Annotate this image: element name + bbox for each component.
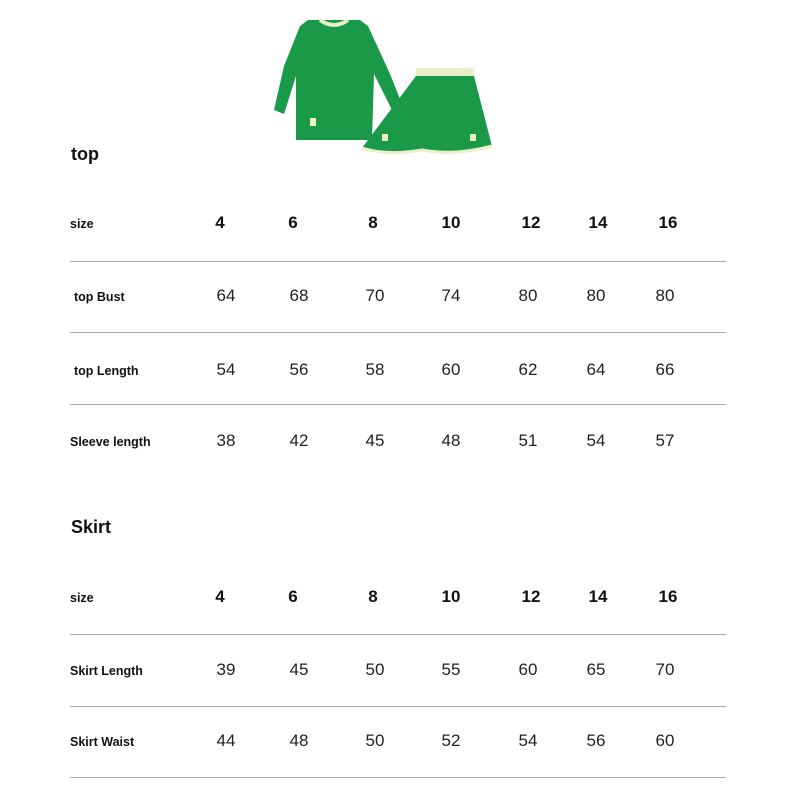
size-cell: 6: [288, 587, 298, 606]
size-cell: 4: [215, 587, 225, 606]
value-cell: 50: [365, 660, 385, 679]
size-cell: 4: [215, 213, 225, 232]
size-cell: 16: [658, 587, 678, 606]
row-label: top Length: [74, 364, 139, 378]
value-cell: 68: [289, 286, 309, 305]
table-row: [70, 428, 726, 458]
size-cell: 8: [368, 587, 378, 606]
value-cell: 48: [289, 731, 309, 750]
row-label: top Bust: [74, 290, 125, 304]
value-cell: 80: [655, 286, 675, 305]
value-cell: 58: [365, 360, 385, 379]
size-label: size: [70, 217, 94, 231]
value-cell: 60: [655, 731, 675, 750]
value-cell: 62: [518, 360, 538, 379]
divider: [70, 404, 726, 405]
size-cell: 8: [368, 213, 378, 232]
divider: [70, 777, 726, 778]
value-cell: 65: [586, 660, 606, 679]
table-row: [70, 357, 726, 387]
divider: [70, 634, 726, 635]
value-cell: 56: [586, 731, 606, 750]
divider: [70, 332, 726, 333]
value-cell: 54: [216, 360, 236, 379]
top-size-header-row: [70, 210, 726, 240]
value-cell: 54: [518, 731, 538, 750]
value-cell: 60: [441, 360, 461, 379]
row-label: Skirt Length: [70, 664, 143, 678]
value-cell: 45: [289, 660, 309, 679]
value-cell: 74: [441, 286, 461, 305]
size-cell: 14: [588, 587, 608, 606]
table-row: [70, 728, 726, 758]
size-cell: 14: [588, 213, 608, 232]
value-cell: 45: [365, 431, 385, 450]
size-cell: 12: [521, 587, 541, 606]
top-section-title: top: [71, 144, 99, 164]
value-cell: 57: [655, 431, 675, 450]
divider: [70, 706, 726, 707]
value-cell: 44: [216, 731, 236, 750]
value-cell: 50: [365, 731, 385, 750]
size-cell: 6: [288, 213, 298, 232]
table-row: [70, 283, 726, 313]
table-row: [70, 657, 726, 687]
value-cell: 39: [216, 660, 236, 679]
size-cell: 16: [658, 213, 678, 232]
value-cell: 80: [518, 286, 538, 305]
value-cell: 55: [441, 660, 461, 679]
value-cell: 38: [216, 431, 236, 450]
value-cell: 64: [216, 286, 236, 305]
skirt-section-title: Skirt: [71, 517, 112, 537]
value-cell: 64: [586, 360, 606, 379]
divider: [70, 261, 726, 262]
value-cell: 70: [655, 660, 675, 679]
value-cell: 54: [586, 431, 606, 450]
size-cell: 10: [441, 587, 461, 606]
value-cell: 60: [518, 660, 538, 679]
row-label: Skirt Waist: [70, 735, 135, 749]
size-label: size: [70, 591, 94, 605]
skirt-waistband: [416, 68, 474, 76]
value-cell: 42: [289, 431, 309, 450]
size-cell: 10: [441, 213, 461, 232]
size-cell: 12: [521, 213, 541, 232]
value-cell: 56: [289, 360, 309, 379]
top-and-skirt-illustration: [270, 14, 500, 164]
value-cell: 66: [655, 360, 675, 379]
value-cell: 51: [518, 431, 538, 450]
skirt-size-header-row: [70, 584, 726, 614]
value-cell: 48: [441, 431, 461, 450]
value-cell: 70: [365, 286, 385, 305]
value-cell: 80: [586, 286, 606, 305]
value-cell: 52: [441, 731, 461, 750]
product-image: [270, 14, 500, 164]
row-label: Sleeve length: [70, 435, 151, 449]
